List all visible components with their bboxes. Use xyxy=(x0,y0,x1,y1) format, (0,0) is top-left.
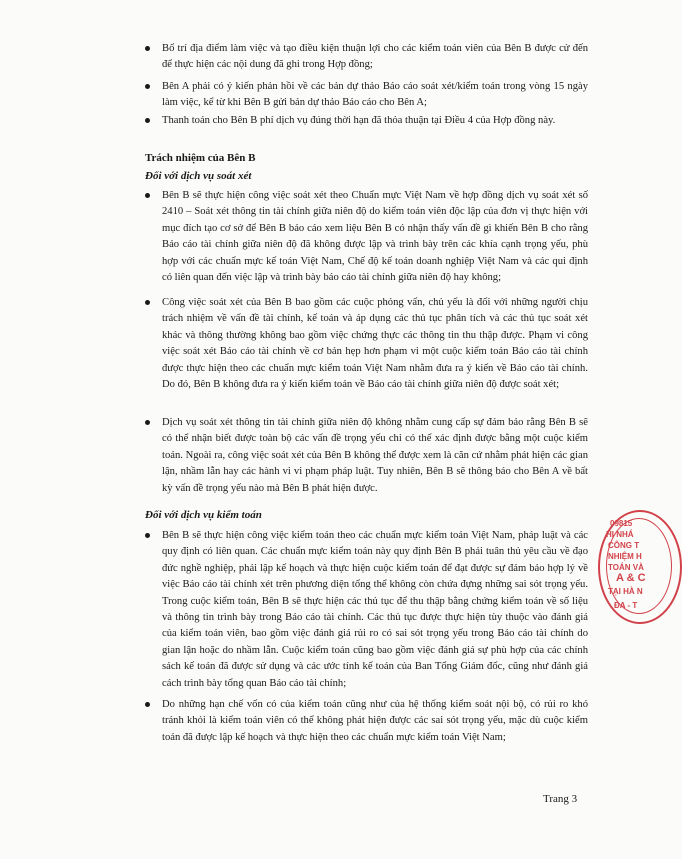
bullet-icon xyxy=(145,46,150,51)
bullet-text: Công việc soát xét của Bên B bao gồm các cuộc phỏng vấn, chủ yếu là đối với những người chịu trách nhiệm về vấn đề tài chính, kế toán và áp dụng các thủ tục phân tích và các thủ tục soát xét khác và thông thường không bao gồm việc chứng thực các thông tin thu thập được. Phạm vi công việc soát xét Báo cáo tài chính về cơ bản hẹp hơn phạm vi một cuộc kiểm toán Báo cáo tài chính được thực hiện theo các chuẩn mực kiểm toán Việt Nam nhằm đưa ra ý kiến về Báo cáo tài chính. Do đó, Bên B không đưa ra ý kiến kiểm toán về Báo cáo tài chính giữa niên độ được soát xét; xyxy=(162,297,588,391)
bullet-icon xyxy=(145,533,150,538)
audit-heading: Đối với dịch vụ kiểm toán xyxy=(145,509,262,521)
seal-text: NHIỆM H xyxy=(608,552,642,561)
seal-text: HI NHÁ xyxy=(606,530,634,539)
seal-text: TOÁN VÀ xyxy=(608,563,644,572)
bullet-text: Thanh toán cho Bên B phí dịch vụ đúng thời hạn đã thỏa thuận tại Điều 4 của Hợp đồng này. xyxy=(162,115,556,126)
section-title: Trách nhiệm của Bên B xyxy=(145,152,256,164)
bullet-text: Bố trí địa điểm làm việc và tạo điều kiện thuận lợi cho các kiểm toán viên của Bên B được cử đến để thực hiện các nội dung đã ghi trong Hợp đồng; xyxy=(162,43,588,71)
bullet-icon xyxy=(145,702,150,707)
bullet-icon xyxy=(145,300,150,305)
bullet-text: Bên B sẽ thực hiện công việc kiểm toán theo các chuẩn mực kiểm toán Việt Nam, pháp luật và các quy định có liên quan. Các chuẩn mực kiểm toán này quy định Bên B phải tuân thủ yêu cầu về đạo đức nghề nghiệp, phải lập kế hoạch và thực hiện cuộc kiểm toán để đạt được sự đảm bảo hợp lý về việc Báo cáo tài chính xét trên phương diện tổng thể không còn chứa đựng những sai sót trọng yếu. Trong cuộc kiểm toán, Bên B sẽ thực hiện các thủ tục để thu thập bằng chứng kiểm toán về số liệu và thông tin trình bày trong Báo cáo tài chính. Các thủ tục được thực hiện tùy thuộc vào đánh giá của kiểm toán viên, bao gồm việc đánh giá rủi ro có sai sót trọng yếu trong Báo cáo tài chính do gian lận hoặc do nhầm lẫn. Cuộc kiểm toán cũng bao gồm việc đánh giá sự phù hợp của các chính sách kế toán đã được sử dụng và các ước tính kế toán của Ban Tổng Giám đốc, cũng như đánh giá cách trình bày tổng quan Báo cáo tài chính; xyxy=(162,530,588,689)
company-seal xyxy=(598,510,682,624)
review-heading: Đối với dịch vụ soát xét xyxy=(145,170,252,182)
bullet-icon xyxy=(145,84,150,89)
bullet-icon xyxy=(145,420,150,425)
seal-text: CÔNG T xyxy=(608,541,640,550)
seal-text: A & C xyxy=(616,572,646,584)
seal-text: TẠI HÀ N xyxy=(608,587,643,596)
seal-text: 09815 xyxy=(610,519,633,528)
bullet-text: Bên A phải có ý kiến phản hồi về các bản dự thảo Báo cáo soát xét/kiểm toán trong vòng 15 ngày làm việc, kể từ khi Bên B gửi bản dự thảo Báo cáo cho Bên A; xyxy=(162,81,588,109)
bullet-text: Dịch vụ soát xét thông tin tài chính giữa niên độ không nhằm cung cấp sự đảm bảo rằng Bên B sẽ có thể nhận biết được toàn bộ các vấn đề trọng yếu chỉ có thể xác định được bằng một cuộc kiểm toán. Ngoài ra, công việc soát xét của Bên B không thể được xem là căn cứ nhằm phát hiện các gian lận, nhầm lẫn hay các hành vi vi phạm pháp luật. Tuy nhiên, Bên B sẽ thông báo cho Bên A về bất kỳ vấn đề trọng yếu nào mà Bên B phát hiện được. xyxy=(162,417,588,494)
bullet-text: Bên B sẽ thực hiện công việc soát xét theo Chuẩn mực Việt Nam về hợp đồng dịch vụ soát xét số 2410 – Soát xét thông tin tài chính giữa niên độ do kiểm toán viên độc lập của đơn vị thực hiện với mục đích tạo cơ sở để Bên B báo cáo xem liệu Bên B có nhận thấy vấn đề gì khiến Bên B cho rằng Báo cáo tài chính giữa niên độ đã không được lập và trình bày trên các khía cạnh trọng yếu, phù hợp với các chuẩn mực kế toán Việt Nam, Chế độ kế toán doanh nghiệp Việt Nam và các qui định có liên quan đến việc lập và trình bày báo cáo tài chính giữa niên độ hay không; xyxy=(162,190,588,284)
page-number: Trang 3 xyxy=(543,793,578,805)
bullet-icon xyxy=(145,118,150,123)
bullet-text: Do những hạn chế vốn có của kiểm toán cũng như của hệ thống kiểm soát nội bộ, có rủi ro khó tránh khỏi là kiểm toán viên có thể không phát hiện được các sai sót trọng yếu, mặc dù cuộc kiểm toán đã được lập kế hoạch và thực hiện theo các chuẩn mực kiểm toán Việt Nam; xyxy=(162,699,588,743)
bullet-icon xyxy=(145,193,150,198)
seal-text: ĐA - T xyxy=(614,601,638,610)
